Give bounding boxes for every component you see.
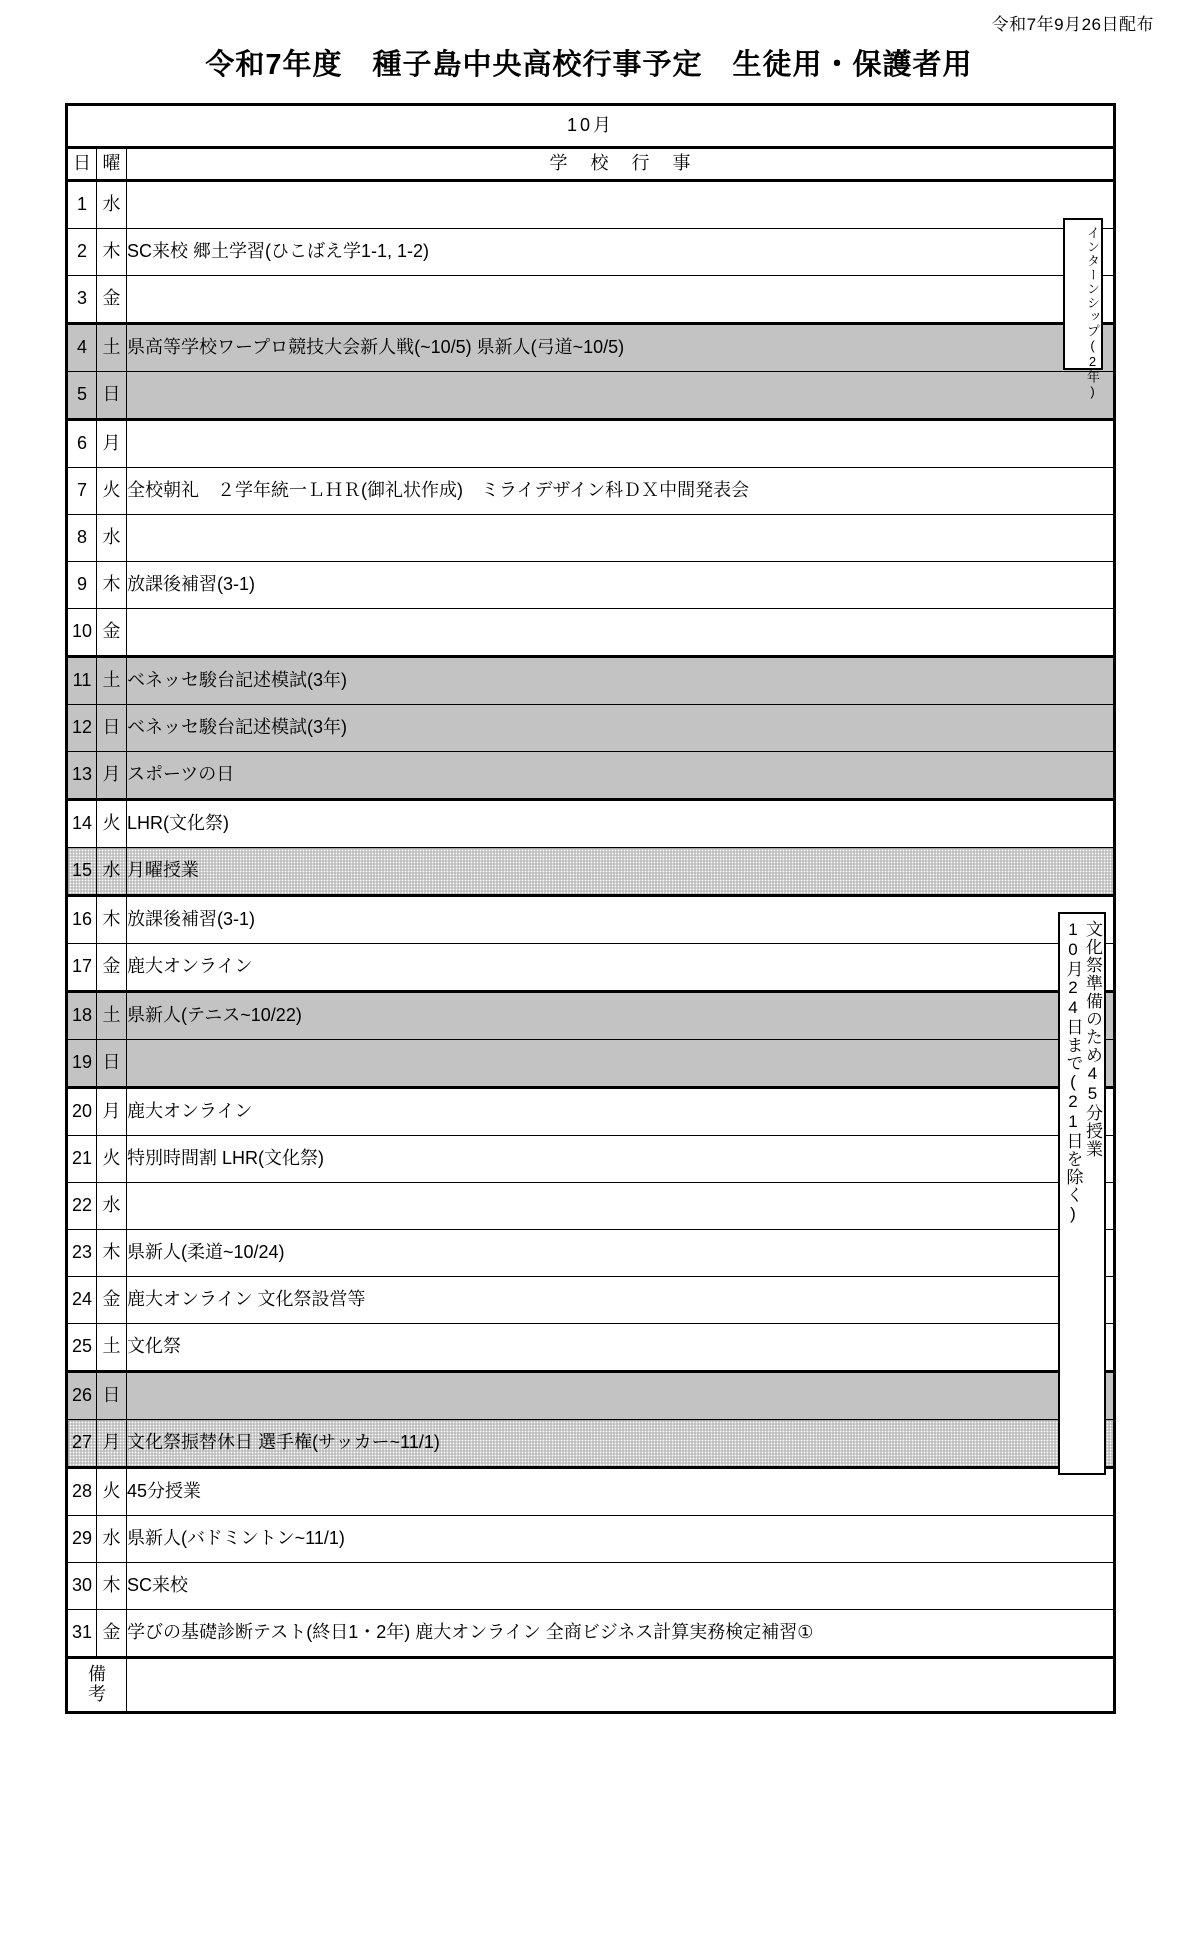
distribution-date-note: 令和7年9月26日配布 xyxy=(991,15,1154,34)
cell-event xyxy=(127,1183,1115,1230)
remarks-label-line2: 考 xyxy=(88,1684,106,1704)
cell-day: 9 xyxy=(67,562,97,609)
cell-weekday: 火 xyxy=(97,800,127,848)
cell-day: 19 xyxy=(67,1040,97,1088)
cell-day: 15 xyxy=(67,848,97,896)
cell-event: SC来校 郷土学習(ひこばえ学1-1, 1-2) xyxy=(127,229,1115,276)
annotation-internship-text: インターンシップ(2年) xyxy=(1085,226,1100,400)
cell-weekday: 水 xyxy=(97,1516,127,1563)
cell-weekday: 木 xyxy=(97,1563,127,1610)
cell-day: 18 xyxy=(67,992,97,1040)
cell-day: 10 xyxy=(67,609,97,657)
cell-day: 21 xyxy=(67,1136,97,1183)
month-header-row xyxy=(67,105,1115,148)
cell-event: 県新人(バドミントン~11/1) xyxy=(127,1516,1115,1563)
cell-day: 6 xyxy=(67,420,97,468)
remarks-label xyxy=(67,1658,127,1713)
cell-event: 県新人(柔道~10/24) xyxy=(127,1230,1115,1277)
cell-day: 5 xyxy=(67,372,97,420)
cell-event: ベネッセ駿台記述模試(3年) xyxy=(127,705,1115,752)
cell-event xyxy=(127,515,1115,562)
cell-event xyxy=(127,1040,1115,1088)
cell-day: 8 xyxy=(67,515,97,562)
cell-weekday: 木 xyxy=(97,1230,127,1277)
cell-weekday: 金 xyxy=(97,944,127,992)
cell-weekday: 火 xyxy=(97,1468,127,1516)
cell-weekday: 火 xyxy=(97,468,127,515)
cell-weekday: 日 xyxy=(97,705,127,752)
table-row xyxy=(67,657,1115,705)
table-row xyxy=(67,1610,1115,1658)
cell-day: 26 xyxy=(67,1372,97,1420)
cell-event: 鹿大オンライン xyxy=(127,944,1115,992)
cell-weekday: 金 xyxy=(97,609,127,657)
cell-event: 県高等学校ワープロ競技大会新人戦(~10/5) 県新人(弓道~10/5) xyxy=(127,324,1115,372)
table-row xyxy=(67,609,1115,657)
cell-weekday: 水 xyxy=(97,515,127,562)
annotation-bunkasai-box xyxy=(1058,912,1106,1475)
cell-event: 県新人(テニス~10/22) xyxy=(127,992,1115,1040)
cell-weekday: 土 xyxy=(97,992,127,1040)
cell-day: 24 xyxy=(67,1277,97,1324)
cell-day: 20 xyxy=(67,1088,97,1136)
table-row xyxy=(67,468,1115,515)
cell-day: 2 xyxy=(67,229,97,276)
remarks-value xyxy=(127,1658,1115,1713)
table-row xyxy=(67,1324,1115,1372)
cell-event xyxy=(127,1372,1115,1420)
table-row xyxy=(67,324,1115,372)
cell-weekday: 月 xyxy=(97,752,127,800)
cell-weekday: 水 xyxy=(97,1183,127,1230)
table-row xyxy=(67,896,1115,944)
cell-day: 1 xyxy=(67,181,97,229)
column-header-row xyxy=(67,148,1115,181)
cell-day: 11 xyxy=(67,657,97,705)
cell-event: 文化祭振替休日 選手権(サッカー~11/1) xyxy=(127,1420,1115,1468)
cell-weekday: 日 xyxy=(97,1040,127,1088)
table-row xyxy=(67,1372,1115,1420)
table-row xyxy=(67,1563,1115,1610)
cell-event: SC来校 xyxy=(127,1563,1115,1610)
cell-day: 4 xyxy=(67,324,97,372)
cell-day: 27 xyxy=(67,1420,97,1468)
remarks-label-line1: 備 xyxy=(88,1664,106,1685)
table-row xyxy=(67,1183,1115,1230)
table-row xyxy=(67,562,1115,609)
cell-weekday: 月 xyxy=(97,1420,127,1468)
table-row xyxy=(67,276,1115,324)
table-row xyxy=(67,992,1115,1040)
table-row xyxy=(67,420,1115,468)
cell-day: 28 xyxy=(67,1468,97,1516)
table-row xyxy=(67,1088,1115,1136)
table-row xyxy=(67,1420,1115,1468)
cell-event xyxy=(127,372,1115,420)
cell-event xyxy=(127,420,1115,468)
cell-event: LHR(文化祭) xyxy=(127,800,1115,848)
cell-day: 22 xyxy=(67,1183,97,1230)
remarks-row xyxy=(67,1658,1115,1713)
table-row xyxy=(67,229,1115,276)
cell-day: 16 xyxy=(67,896,97,944)
col-header-day: 日 xyxy=(67,148,97,181)
month-label: 10月 xyxy=(67,105,1115,148)
table-row xyxy=(67,1136,1115,1183)
cell-weekday: 木 xyxy=(97,229,127,276)
cell-event: 鹿大オンライン 文化祭設営等 xyxy=(127,1277,1115,1324)
table-row xyxy=(67,752,1115,800)
cell-weekday: 土 xyxy=(97,657,127,705)
table-row xyxy=(67,800,1115,848)
annotation-bunkasai-line1: 文化祭準備のため45分授業 xyxy=(1083,920,1102,1158)
cell-event: 放課後補習(3-1) xyxy=(127,562,1115,609)
cell-weekday: 金 xyxy=(97,1610,127,1658)
cell-event xyxy=(127,276,1115,324)
cell-event: ベネッセ駿台記述模試(3年) xyxy=(127,657,1115,705)
table-row xyxy=(67,1516,1115,1563)
cell-weekday: 火 xyxy=(97,1136,127,1183)
cell-weekday: 土 xyxy=(97,324,127,372)
col-header-weekday: 曜 xyxy=(97,148,127,181)
annotation-internship-box xyxy=(1063,218,1103,400)
cell-day: 29 xyxy=(67,1516,97,1563)
table-row xyxy=(67,1230,1115,1277)
cell-event: 全校朝礼 ２学年統一ＬＨＲ(御礼状作成) ミライデザイン科ＤＸ中間発表会 xyxy=(127,468,1115,515)
cell-event: スポーツの日 xyxy=(127,752,1115,800)
table-row xyxy=(67,848,1115,896)
cell-event: 学びの基礎診断テスト(終日1・2年) 鹿大オンライン 全商ビジネス計算実務検定補習① xyxy=(127,1610,1115,1658)
cell-event: 特別時間割 LHR(文化祭) xyxy=(127,1136,1115,1183)
table-row xyxy=(67,705,1115,752)
table-row xyxy=(67,1277,1115,1324)
annotation-bunkasai-line2: 10月24日まで(21日を除く) xyxy=(1063,920,1083,1224)
cell-day: 31 xyxy=(67,1610,97,1658)
cell-day: 3 xyxy=(67,276,97,324)
cell-event: 45分授業 xyxy=(127,1468,1115,1516)
cell-event: 月曜授業 xyxy=(127,848,1115,896)
cell-weekday: 月 xyxy=(97,1088,127,1136)
table-row xyxy=(67,515,1115,562)
cell-event xyxy=(127,609,1115,657)
cell-weekday: 水 xyxy=(97,181,127,229)
col-header-event: 学 校 行 事 xyxy=(127,148,1115,181)
page-title: 令和7年度 種子島中央高校行事予定 生徒用・保護者用 xyxy=(205,49,973,81)
table-row xyxy=(67,372,1115,420)
table-row xyxy=(67,944,1115,992)
cell-weekday: 日 xyxy=(97,372,127,420)
cell-event: 文化祭 xyxy=(127,1324,1115,1372)
cell-day: 7 xyxy=(67,468,97,515)
table-row xyxy=(67,1040,1115,1088)
cell-day: 14 xyxy=(67,800,97,848)
cell-day: 12 xyxy=(67,705,97,752)
cell-weekday: 土 xyxy=(97,1324,127,1372)
cell-day: 30 xyxy=(67,1563,97,1610)
cell-event xyxy=(127,181,1115,229)
table-row xyxy=(67,1468,1115,1516)
calendar-table-container xyxy=(65,103,1113,1714)
cell-weekday: 金 xyxy=(97,1277,127,1324)
cell-event: 鹿大オンライン xyxy=(127,1088,1115,1136)
cell-day: 13 xyxy=(67,752,97,800)
cell-day: 25 xyxy=(67,1324,97,1372)
cell-weekday: 木 xyxy=(97,562,127,609)
cell-weekday: 水 xyxy=(97,848,127,896)
cell-weekday: 日 xyxy=(97,1372,127,1420)
table-row xyxy=(67,181,1115,229)
cell-day: 23 xyxy=(67,1230,97,1277)
cell-day: 17 xyxy=(67,944,97,992)
cell-event: 放課後補習(3-1) xyxy=(127,896,1115,944)
cell-weekday: 木 xyxy=(97,896,127,944)
schedule-table xyxy=(65,103,1116,1714)
cell-weekday: 月 xyxy=(97,420,127,468)
cell-weekday: 金 xyxy=(97,276,127,324)
